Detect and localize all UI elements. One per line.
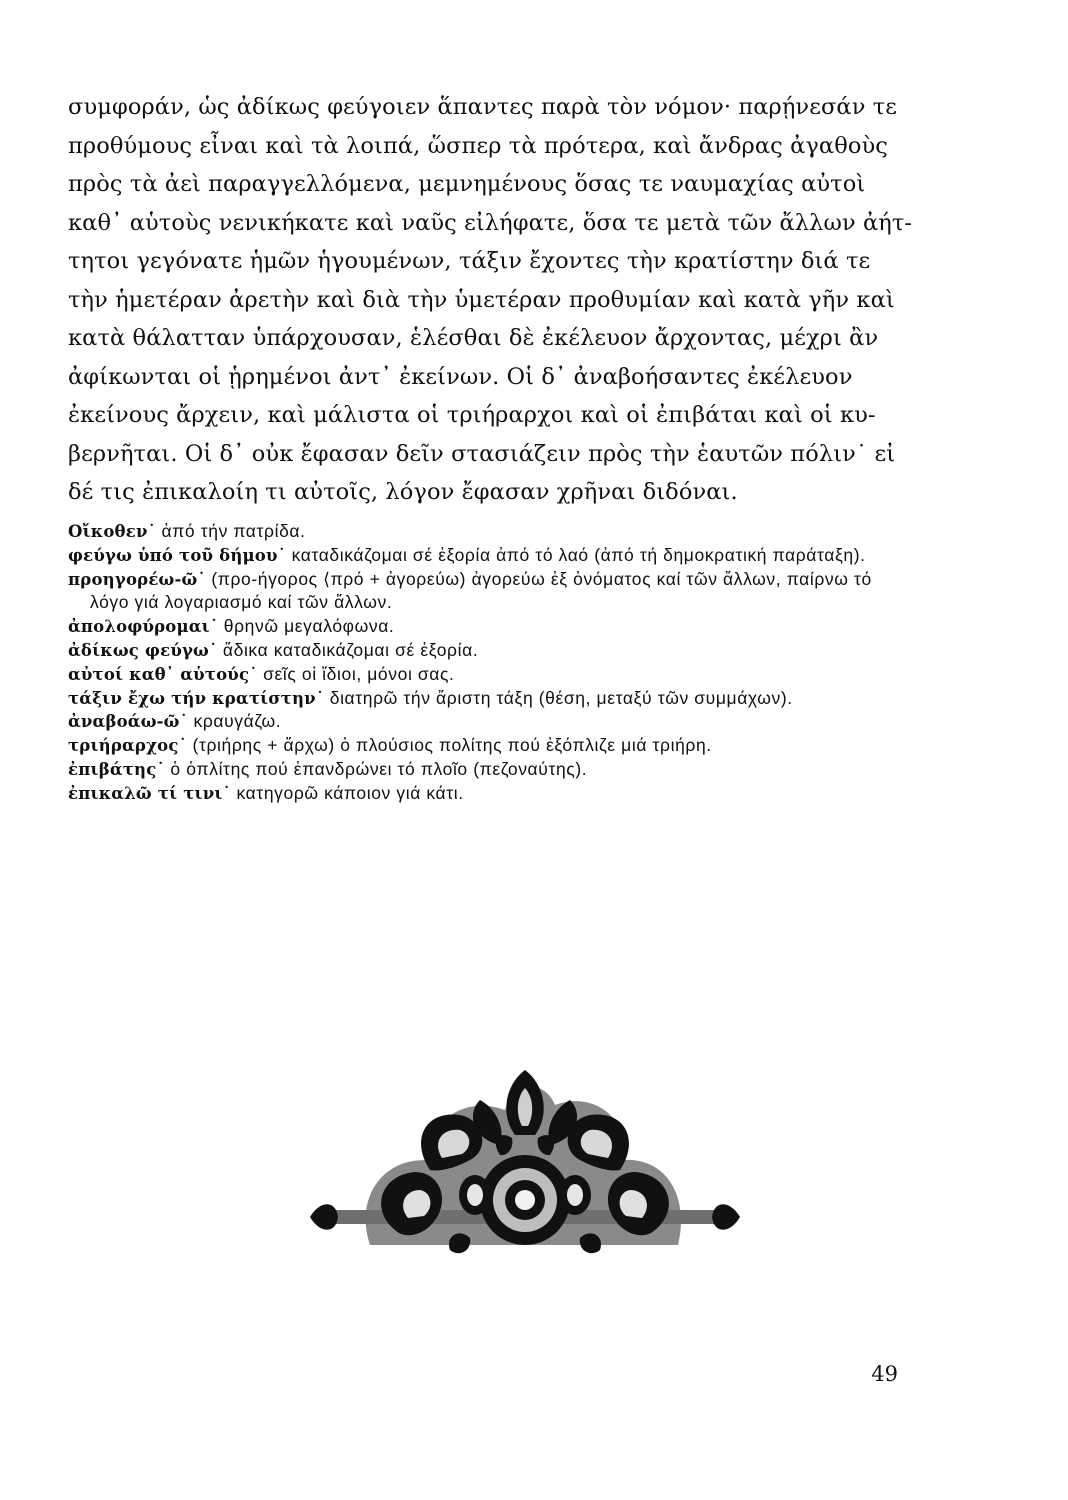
glossary-term: ἀπολοφύρομαι˙ xyxy=(68,617,219,637)
floral-ornament-icon xyxy=(300,1060,750,1280)
glossary-entry xyxy=(68,734,908,758)
glossary-term: ἀναβοάω-ῶ˙ xyxy=(68,712,189,732)
glossary-term: ἐπιβάτης˙ xyxy=(68,759,165,779)
passage-line: κατὰ θάλατταν ὑπάρχουσαν, ἑλέσθαι δὲ ἐκέλευον ἄρχοντας, μέχρι ἂν xyxy=(68,325,879,351)
glossary-definition: (προ-ήγορος ⟨πρό + ἀγορεύω) ἀγορεύω ἐξ ὀνόματος καί τῶν ἄλλων, παίρνω τό λόγο γιά λογαριασμό καί τῶν ἄλλων. xyxy=(90,568,872,613)
page-number: 49 xyxy=(871,1362,898,1386)
glossary-entry xyxy=(68,520,908,544)
glossary-entry xyxy=(68,782,908,806)
passage-line: συμφοράν, ὡς ἀδίκως φεύγοιεν ἅπαντες παρὰ τὸν νόμον· παρῄνεσάν τε xyxy=(68,94,898,120)
glossary-definition: κατηγορῶ κάποιον γιά κάτι. xyxy=(230,782,464,803)
passage-line: ἐκείνους ἄρχειν, καὶ μάλιστα οἱ τριήραρχοι καὶ οἱ ἐπιβάται καὶ οἱ κυ- xyxy=(68,402,876,428)
glossary-entry xyxy=(68,710,908,734)
glossary-entry xyxy=(68,544,908,568)
glossary-entry xyxy=(68,687,908,711)
glossary-entry xyxy=(68,568,908,616)
glossary-term: φεύγω ὑπό τοῦ δήμου˙ xyxy=(68,545,287,565)
glossary-definition: διατηρῶ τήν ἄριστη τάξη (θέση, μεταξύ τῶν συμμάχων). xyxy=(324,687,793,708)
glossary-definition: ὁ ὁπλίτης πού ἐπανδρώνει τό πλοῖο (πεζοναύτης). xyxy=(164,758,588,779)
passage-line: τητοι γεγόνατε ἡμῶν ἡγουμένων, τάξιν ἔχοντες τὴν κρατίστην διά τε xyxy=(68,248,871,274)
glossary-definition: θρηνῶ μεγαλόφωνα. xyxy=(218,616,395,637)
passage-line: προθύμους εἶναι καὶ τὰ λοιπά, ὥσπερ τὰ πρότερα, καὶ ἄνδρας ἀγαθοὺς xyxy=(68,132,888,159)
glossary-term: ἐπικαλῶ τί τινι˙ xyxy=(68,783,231,803)
passage-line: δέ τις ἐπικαλοίη τι αὐτοῖς, λόγον ἔφασαν χρῆναι διδόναι. xyxy=(68,479,738,505)
glossary-term: τάξιν ἔχω τήν κρατίστην˙ xyxy=(68,688,325,708)
glossary-term: τριήραρχος˙ xyxy=(68,736,188,756)
glossary-entry xyxy=(68,663,908,687)
glossary-definition: σεῖς οἱ ἴδιοι, μόνοι σας. xyxy=(257,663,455,684)
greek-passage xyxy=(68,88,913,512)
glossary-entry xyxy=(68,639,908,663)
glossary-definition: καταδικάζομαι σέ ἐξορία ἀπό τό λαό (ἀπό τή δημοκρατική παράταξη). xyxy=(286,544,866,565)
passage-line: τὴν ἡμετέραν ἀρετὴν καὶ διὰ τὴν ὑμετέραν προθυμίαν καὶ κατὰ γῆν καὶ xyxy=(68,286,895,313)
ornament-shapes xyxy=(310,1070,740,1253)
glossary-term: αὐτοί καθ᾽ αὑτούς˙ xyxy=(68,664,258,684)
glossary-definition: κραυγάζω. xyxy=(188,711,282,732)
glossary-definition: ἀπό τήν πατρίδα. xyxy=(156,521,306,541)
glossary-definition: ἄδικα καταδικάζομαι σέ ἐξορία. xyxy=(217,639,479,660)
glossary-term: ἀδίκως φεύγω˙ xyxy=(68,640,218,660)
passage-line: καθ᾽ αὑτοὺς νενικήκατε καὶ ναῦς εἰλήφατε, ὅσα τε μετὰ τῶν ἄλλων ἀήτ- xyxy=(68,209,913,236)
glossary-entry xyxy=(68,758,908,782)
glossary-term: προηγορέω-ῶ˙ xyxy=(68,569,206,589)
glossary-definition: (τριήρης + ἄρχω) ὁ πλούσιος πολίτης πού ἐξόπλιζε μιά τριήρη. xyxy=(187,735,712,756)
glossary-term: Οἴκοθεν˙ xyxy=(68,522,157,541)
passage-line: πρὸς τὰ ἀεὶ παραγγελλόμενα, μεμνημένους ὅσας τε ναυμαχίας αὐτοὶ xyxy=(68,171,866,197)
glossary-list xyxy=(68,520,908,806)
glossary-entry xyxy=(68,615,908,639)
passage-line: βερνῆται. Οἱ δ᾽ οὐκ ἔφασαν δεῖν στασιάζειν πρὸς τὴν ἑαυτῶν πόλιν˙ εἰ xyxy=(68,440,896,467)
passage-line: ἀφίκωνται οἱ ᾑρημένοι ἀντ᾽ ἐκείνων. Οἱ δ᾽ ἀναβοήσαντες ἐκέλευον xyxy=(68,363,853,390)
